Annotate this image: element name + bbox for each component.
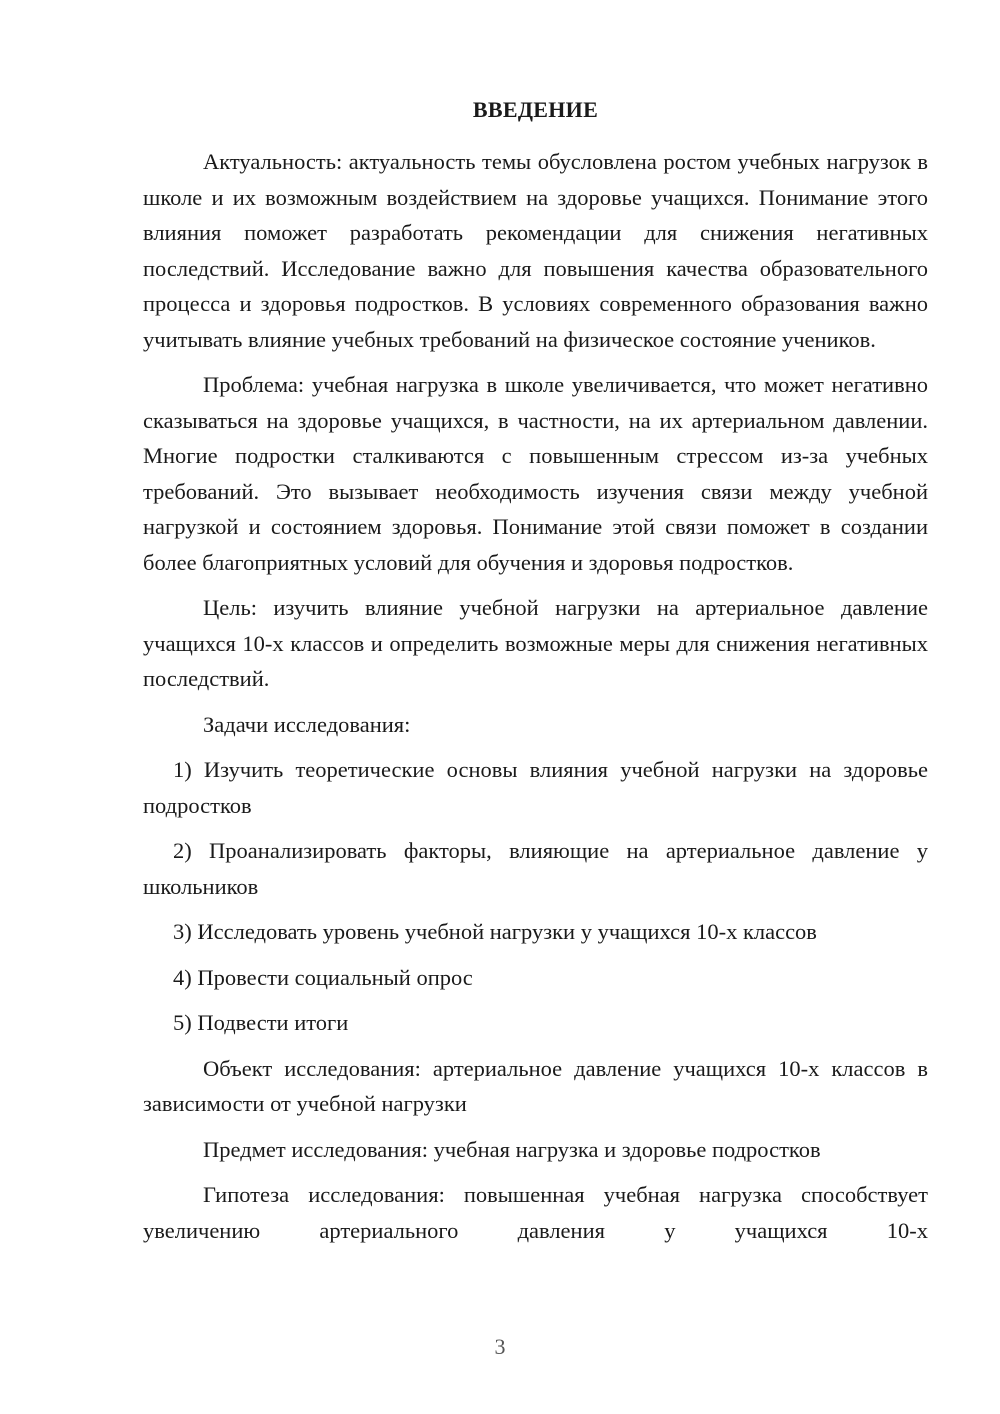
document-page: [143, 94, 928, 1258]
tasks-title: Задачи исследования:: [203, 711, 411, 737]
paragraph-relevance: Актуальность: актуальность темы обусловлена ростом учебных нагрузок в школе и их возможным воздействием на здоровье учащихся. Понимание этого влияния поможет разработать рекомендации для снижения негативных последствий. Исследование важно для повышения качества образовательного процесса и здоровья подростков. В условиях современного образования важно учитывать влияние учебных требований на физическое состояние учеников.: [143, 149, 928, 352]
paragraph-problem: Проблема: учебная нагрузка в школе увеличивается, что может негативно сказываться на здоровье учащихся, в частности, на их артериальном давлении. Многие подростки сталкиваются с повышенным стрессом из-за учебных требований. Это вызывает необходимость изучения связи между учебной нагрузкой и состоянием здоровья. Понимание этой связи поможет в создании более благоприятных условий для обучения и здоровья подростков.: [143, 372, 928, 575]
task-item-5: 5) Подвести итоги: [173, 1010, 349, 1035]
page-number: 3: [494, 1334, 506, 1359]
paragraph-hypothesis: Гипотеза исследования: повышенная учебная нагрузка способствует увеличению артериального давления у учащихся 10-х: [143, 1182, 928, 1243]
paragraph-subject: Предмет исследования: учебная нагрузка и здоровье подростков: [203, 1136, 821, 1162]
task-item-3: 3) Исследовать уровень учебной нагрузки у учащихся 10-х классов: [173, 919, 817, 944]
page-heading: ВВЕДЕНИЕ: [472, 97, 599, 122]
paragraph-object: Объект исследования: артериальное давление учащихся 10-х классов в зависимости от учебной нагрузки: [143, 1055, 928, 1116]
task-item-1: 1) Изучить теоретические основы влияния учебной нагрузки на здоровье подростков: [143, 757, 928, 818]
task-item-4: 4) Провести социальный опрос: [173, 964, 473, 990]
task-item-2: 2) Проанализировать факторы, влияющие на артериальное давление у школьников: [143, 838, 928, 899]
paragraph-goal: Цель: изучить влияние учебной нагрузки на артериальное давление учащихся 10-х классов и определить возможные меры для снижения негативных последствий.: [143, 595, 928, 691]
